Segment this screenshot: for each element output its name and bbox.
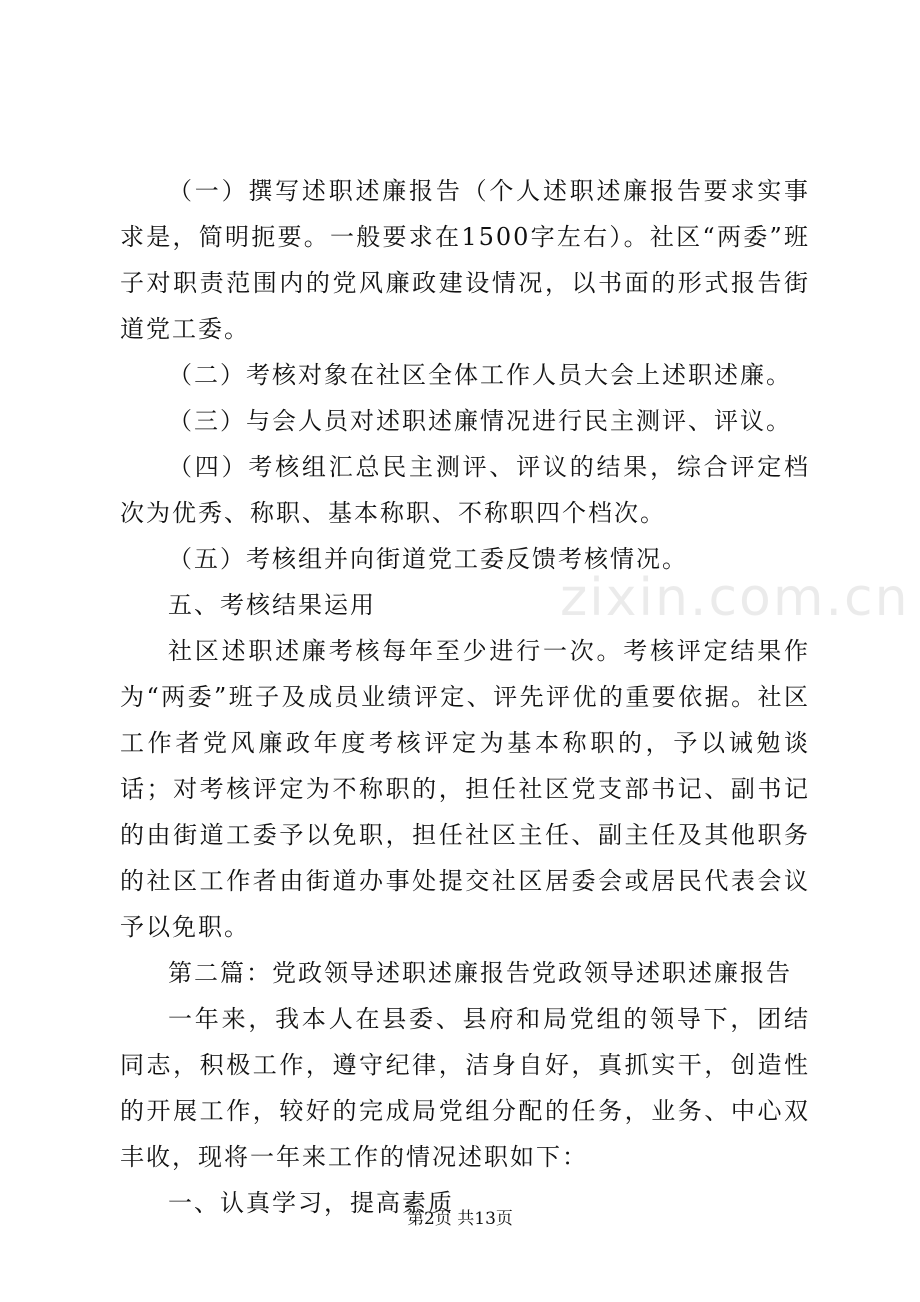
paragraph-1: （一）撰写述职述廉报告（个人述职述廉报告要求实事求是，简明扼要。一般要求在1500字左右）。社区“两委”班子对职责范围内的党风廉政建设情况，以书面的形式报告街道党工委。 bbox=[120, 177, 810, 343]
paragraph-4: （四）考核组汇总民主测评、评议的结果，综合评定档次为优秀、称职、基本称职、不称职四个档次。 bbox=[120, 453, 810, 527]
section-heading-1: 一、认真学习，提高素质 bbox=[168, 1189, 454, 1217]
watermark: zixin.com.cn bbox=[560, 568, 910, 628]
paragraph-9: 一年来，我本人在县委、县府和局党组的领导下，团结同志，积极工作，遵守纪律，洁身自好，真抓实干，创造性的开展工作，较好的完成局党组分配的任务，业务、中心双丰收，现将一年来工作的情况述职如下： bbox=[120, 1005, 810, 1171]
paragraph-5: （五）考核组并向街道党工委反馈考核情况。 bbox=[168, 545, 688, 573]
paragraph-3: （三）与会人员对述职述廉情况进行民主测评、评议。 bbox=[168, 407, 792, 435]
paragraph-2: （二）考核对象在社区全体工作人员大会上述职述廉。 bbox=[168, 361, 792, 389]
section-heading-5: 五、考核结果运用 bbox=[168, 591, 376, 619]
paragraph-7: 社区述职述廉考核每年至少进行一次。考核评定结果作为“两委”班子及成员业绩评定、评先评优的重要依据。社区工作者党风廉政年度考核评定为基本称职的，予以诫勉谈话；对考核评定为不称职的，担任社区党支部书记、副书记的由街道工委予以免职，担任社区主任、副主任及其他职务的社区工作者由街道办事处提交社区居委会或居民代表会议予以免职。 bbox=[120, 637, 810, 941]
chapter-heading-2: 第二篇：党政领导述职述廉报告党政领导述职述廉报告 bbox=[168, 959, 792, 987]
page-footer: 第2页 共13页 bbox=[407, 1209, 513, 1229]
document-body bbox=[120, 168, 810, 1226]
